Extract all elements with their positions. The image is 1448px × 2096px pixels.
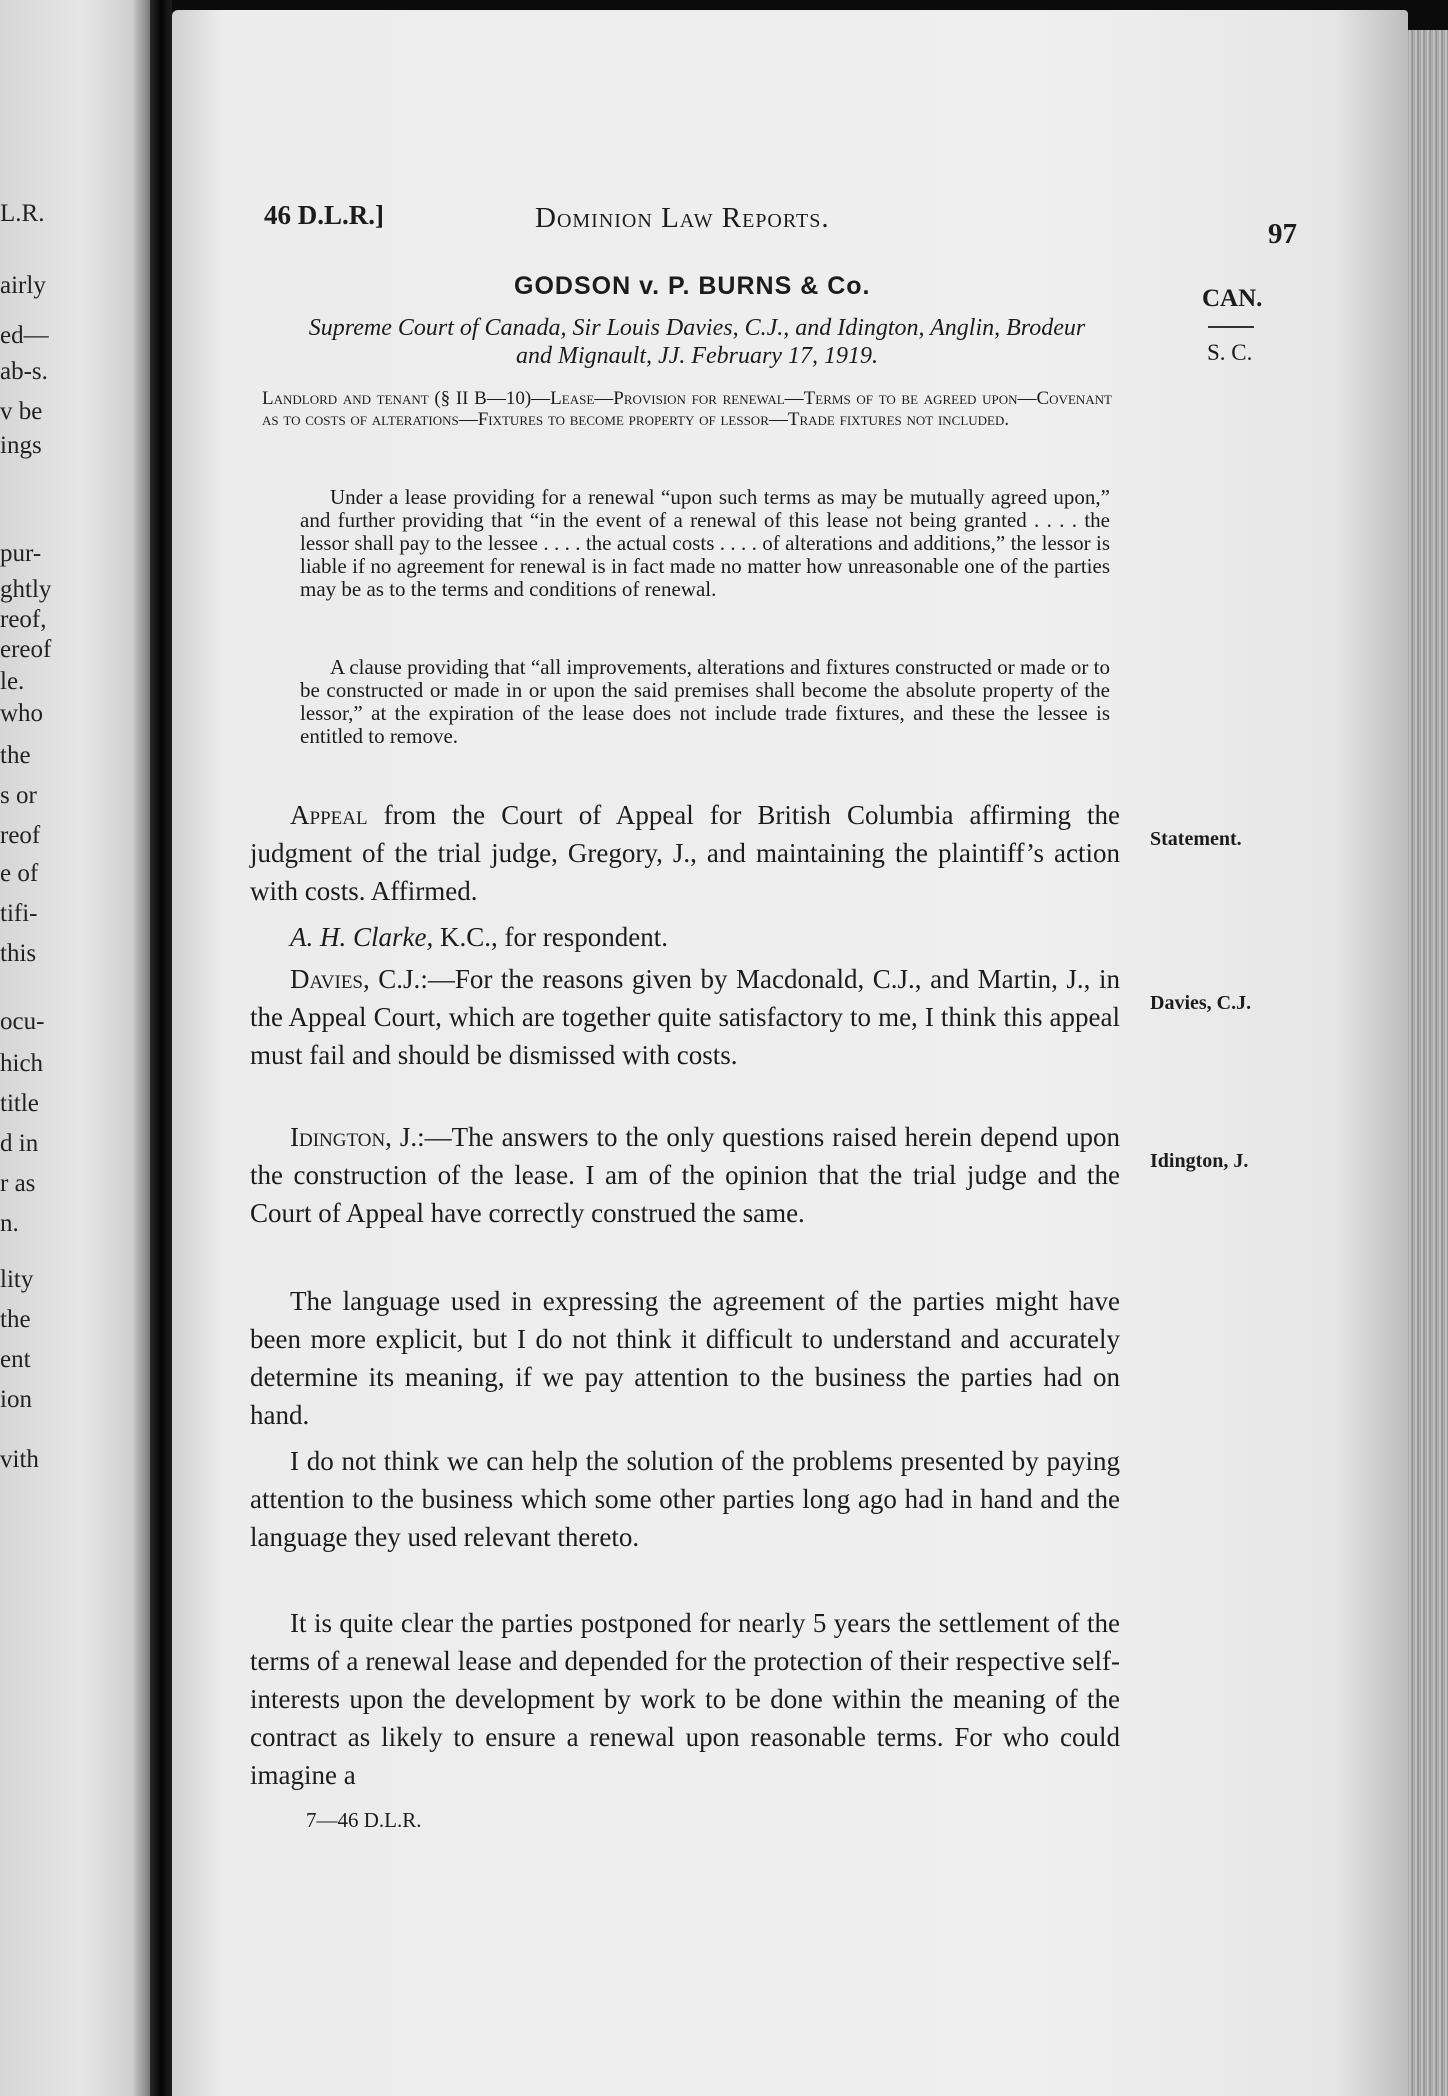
appeal-lead: Appeal xyxy=(290,800,368,830)
counsel-text: K.C., for respondent. xyxy=(439,922,668,952)
left-page-fragment-line: le. xyxy=(0,668,25,695)
left-page-fragment-line: ocu- xyxy=(0,1008,45,1035)
counsel-name: A. H. Clarke, xyxy=(290,922,434,952)
headnote-paragraph: Under a lease providing for a renewal “upon such terms as may be mutually agreed upon,” and further providing that “in the event of a renewal of this lease not being granted . . . . the lessor shall pay to the lessee . . . . the actual costs . . . . of alterations and additions,” the lessor is liable if no agreement for renewal is in fact made no matter how unreasonable one of the parties may be as to the terms and conditions of renewal. xyxy=(300,485,1110,601)
page xyxy=(172,10,1408,2096)
davies-paragraph xyxy=(250,960,1120,1074)
left-page-fragment-line: r as xyxy=(0,1170,36,1197)
court-line: Supreme Court of Canada, Sir Louis Davies, C.J., and Idington, Anglin, Brodeur and Mignault, JJ. February 17, 1919. xyxy=(308,315,1086,369)
left-page-fragment-line: d in xyxy=(0,1130,39,1157)
left-page-fragment-line: reof, xyxy=(0,606,47,633)
jurisdiction-rule xyxy=(1208,326,1254,328)
left-page-fragment-line: who xyxy=(0,700,44,727)
left-page-fragment-line: ent xyxy=(0,1346,31,1373)
idington-text: :—The answers to the only questions raised herein depend upon the construction of the lease. I am of the opinion that the trial judge and the Court of Appeal have correctly construed the same. xyxy=(250,1122,1120,1228)
counsel-paragraph xyxy=(250,918,1120,956)
left-page-fragment-line: reof xyxy=(0,822,41,849)
idington-lead: Idington, J. xyxy=(290,1122,418,1152)
left-page-fragment-line: e of xyxy=(0,860,39,887)
margin-note-davies: Davies, C.J. xyxy=(1150,992,1252,1014)
headnote-topic: Landlord and tenant (§ II B—10)—Lease—Provision for renewal—Terms of to be agreed upon—Covenant as to costs of alterations—Fixtures to become property of lessor—Trade fixtures not included. xyxy=(262,388,1112,430)
page-edges xyxy=(1408,30,1448,2096)
davies-lead: Davies, C.J. xyxy=(290,964,421,994)
left-page-fragment-line: ings xyxy=(0,432,42,459)
left-page-fragment-line: title xyxy=(0,1090,39,1117)
book-gutter xyxy=(150,0,172,2096)
left-page-fragment-line: airly xyxy=(0,272,46,299)
left-page-fragment-line: this xyxy=(0,940,37,967)
jurisdiction-label: CAN. xyxy=(1202,285,1263,312)
headnote-paragraph: A clause providing that “all improvements, alterations and fixtures constructed or made or to be constructed or made in or upon the said premises shall become the absolute property of the lessor,” at the expiration of the lease does not include trade fixtures, and these the lessee is entitled to remove. xyxy=(300,655,1110,748)
signature-mark: 7—46 D.L.R. xyxy=(306,1808,422,1832)
left-page-fragment-line: the xyxy=(0,1306,31,1333)
left-page-fragment-line: ed— xyxy=(0,322,49,349)
left-page-fragment-line: tifi- xyxy=(0,900,38,927)
left-page-fragment-line: the xyxy=(0,742,31,769)
solution-paragraph: I do not think we can help the solution of the problems presented by paying attention to the business which some other parties long ago had in hand and the language they used relevant thereto. xyxy=(250,1446,1120,1552)
left-page-fragment-line: hich xyxy=(0,1050,44,1077)
left-page-fragment-line: ion xyxy=(0,1386,32,1413)
left-page-fragment-line: v be xyxy=(0,398,43,425)
left-page-fragment-line: lity xyxy=(0,1266,34,1293)
left-page-fragment-line: n. xyxy=(0,1210,19,1237)
margin-note-idington: Idington, J. xyxy=(1150,1150,1249,1172)
clear-paragraph: It is quite clear the parties postponed for nearly 5 years the settlement of the terms of a renewal lease and depended for the protection of their respective self-interests upon the development by work to be done within the meaning of the contract as likely to ensure a renewal upon reasonable terms. For who could imagine a xyxy=(250,1608,1120,1790)
page-number: 97 xyxy=(1268,218,1297,250)
left-page-fragment-line: pur- xyxy=(0,540,42,567)
idington-paragraph xyxy=(250,1118,1120,1232)
court-abbreviation: S. C. xyxy=(1207,340,1253,365)
appeal-text: from the Court of Appeal for British Columbia affirming the judgment of the trial judge, Gregory, J., and maintaining the plaintiff’s action with costs. Affirmed. xyxy=(250,800,1121,906)
case-title: GODSON v. P. BURNS & Co. xyxy=(514,272,871,300)
left-page-fragment-line: L.R. xyxy=(0,200,45,227)
davies-text: :—For the reasons given by Macdonald, C.J., and Martin, J., in the Appeal Court, which are together quite satisfactory to me, I think this appeal must fail and should be dismissed with costs. xyxy=(250,964,1120,1070)
left-page-fragment xyxy=(0,0,150,2096)
left-page-fragment-line: ereof xyxy=(0,636,52,663)
language-paragraph: The language used in expressing the agreement of the parties might have been more explicit, but I do not think it difficult to understand and accurately determine its meaning, if we pay attention to the business the parties had on hand. xyxy=(250,1286,1120,1430)
running-header-volume: 46 D.L.R.] xyxy=(264,200,384,230)
left-page-fragment-line: ghtly xyxy=(0,576,52,603)
left-page-fragment-line: s or xyxy=(0,782,37,809)
appeal-paragraph xyxy=(250,796,1120,910)
margin-note-statement: Statement. xyxy=(1150,828,1242,850)
left-page-fragment-line: vith xyxy=(0,1446,39,1473)
left-page-fragment-line: ab-s. xyxy=(0,358,48,385)
running-header-title: Dominion Law Reports. xyxy=(535,202,830,234)
